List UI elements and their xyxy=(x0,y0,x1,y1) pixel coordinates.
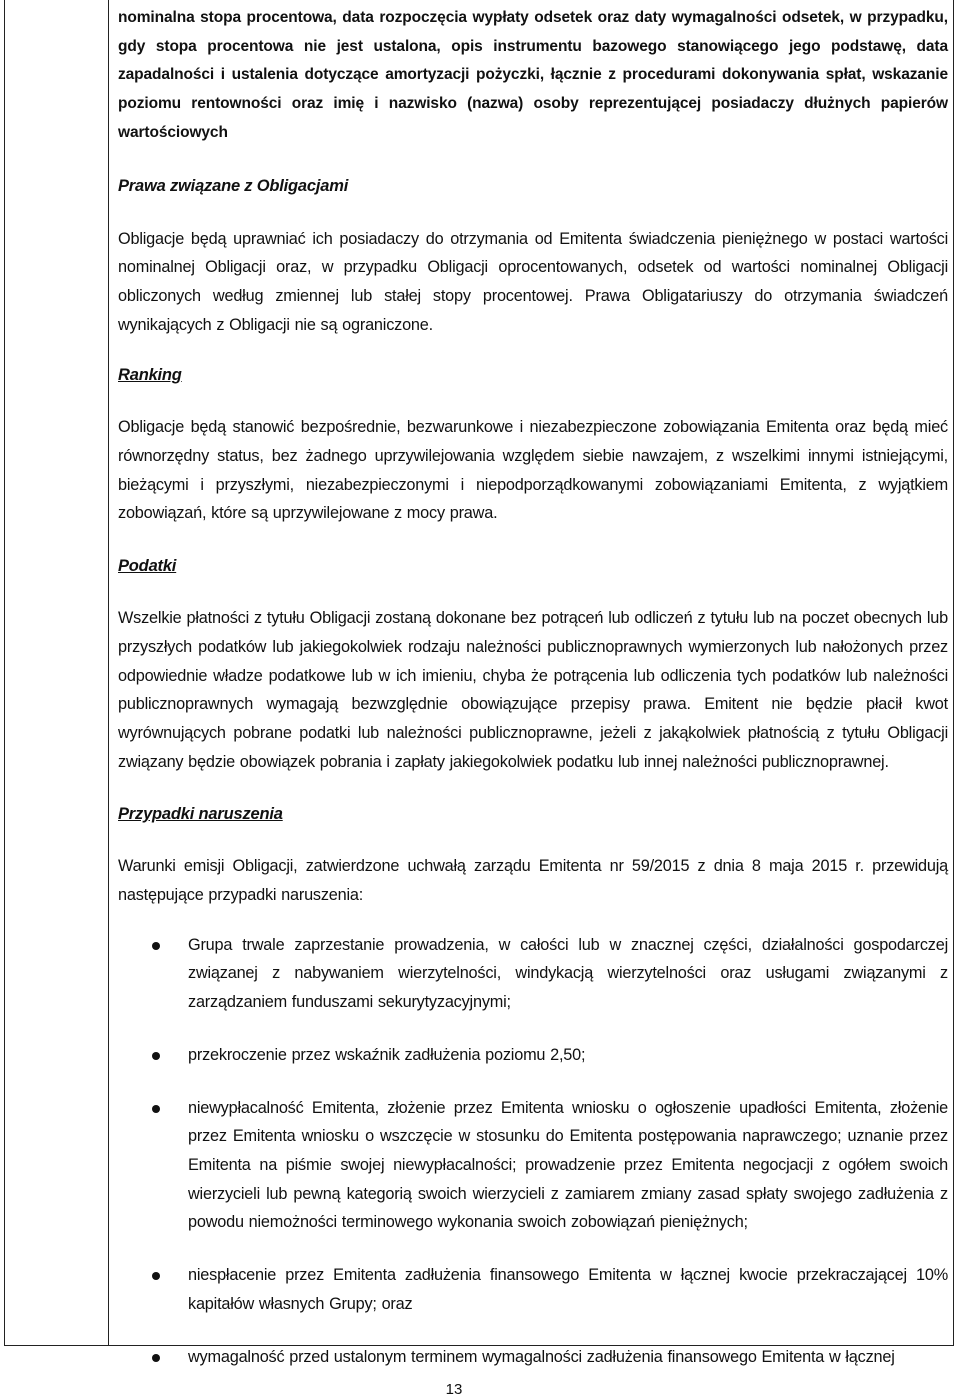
list-item xyxy=(118,931,948,1017)
heading-ranking: Ranking xyxy=(118,366,182,385)
rights-paragraph: Obligacje będą uprawniać ich posiadaczy do otrzymania od Emitenta świadczenia pieniężnego w postaci wartości nominalnej Obligacji oraz, w przypadku Obligacji oprocentowanych, odsetek od wartości nominalnej Obligacji obliczonych według zmiennej lub stałej stopy procentowej. Prawa Obligatariuszy do otrzymania świadczeń wynikających z Obligacji nie są ograniczone. xyxy=(118,229,948,334)
list-item-text: wymagalność przed ustalonym terminem wymagalności zadłużenia finansowego Emitenta w łącznej xyxy=(188,1347,895,1366)
list-item-text: przekroczenie przez wskaźnik zadłużenia poziomu 2,50; xyxy=(188,1045,586,1064)
list-item xyxy=(118,1094,948,1238)
heading-events-of-default: Przypadki naruszenia xyxy=(118,805,283,824)
list-item-text: Grupa trwale zaprzestanie prowadzenia, w całości lub w znacznej części, działalności gospodarczej związanej z nabywaniem wierzytelności, windykacją wierzytelności oraz usługami związanymi z zarządzaniem funduszami sekurytyzacyjnymi; xyxy=(188,935,948,1012)
list-item-text: niespłacenie przez Emitenta zadłużenia finansowego Emitenta w łącznej kwocie przekraczającej 10% kapitałów własnych Grupy; oraz xyxy=(188,1266,948,1313)
list-item xyxy=(118,1261,948,1318)
list-item xyxy=(118,1041,948,1070)
heading-rights: Prawa związane z Obligacjami xyxy=(118,176,349,195)
bullet-icon xyxy=(152,942,160,950)
page-number: 13 xyxy=(445,1381,463,1398)
lead-paragraph: nominalna stopa procentowa, data rozpoczęcia wypłaty odsetek oraz daty wymagalności odsetek, w przypadku, gdy stopa procentowa nie jest ustalona, opis instrumentu bazowego stanowiącego jego podstawę, data zapadalności i ustalenia dotyczące amortyzacji pożyczki, łącznie z procedurami dokonywania spłat, wskazanie poziomu rentowności oraz imię i nazwisko (nazwa) osoby reprezentującej posiadaczy dłużnych papierów wartościowych xyxy=(118,9,948,141)
document-content xyxy=(118,4,948,1371)
bullet-icon xyxy=(152,1105,160,1113)
bullet-icon xyxy=(152,1354,160,1362)
list-item xyxy=(118,1343,948,1372)
events-of-default-list xyxy=(118,931,948,1371)
list-item-text: niewypłacalność Emitenta, złożenie przez Emitenta wniosku o ogłoszenie upadłości Emitenta, złożenie przez Emitenta wniosku o wszczęcie w stosunku do Emitenta postępowania naprawczego; uznanie przez Emitenta na piśmie swojej niewypłacalności; prowadzenie przez Emitenta negocjacji z ogółem swoich wierzycieli lub pewną kategorią swoich wierzycieli z zamiarem zmiany zasad spłaty swojego zadłużenia z powodu niemożności terminowego wykonania swoich zobowiązań pieniężnych; xyxy=(188,1098,948,1232)
ranking-paragraph: Obligacje będą stanowić bezpośrednie, bezwarunkowe i niezabezpieczone zobowiązania Emitenta oraz będą mieć równorzędny status, bez żadnego uprzywilejowania względem siebie nawzajem, z wszelkimi innymi istniejącymi, bieżącymi i przyszłymi, niezabezpieczonymi i niepodporządkowanymi zobowiązaniami Emitenta, z wyjątkiem zobowiązań, które są uprzywilejowane z mocy prawa. xyxy=(118,418,948,523)
events-of-default-intro: Warunki emisji Obligacji, zatwierdzone uchwałą zarządu Emitenta nr 59/2015 z dnia 8 maja 2015 r. przewidują następujące przypadki naruszenia: xyxy=(118,857,948,905)
column-divider xyxy=(108,0,109,1346)
bullet-icon xyxy=(152,1272,160,1280)
bullet-icon xyxy=(152,1052,160,1060)
heading-taxes: Podatki xyxy=(118,557,177,576)
taxes-paragraph: Wszelkie płatności z tytułu Obligacji zostaną dokonane bez potrąceń lub odliczeń z tytułu lub na poczet obecnych lub przyszłych podatków lub jakiegokolwiek rodzaju należności publicznoprawnych wymierzonych lub nałożonych przez odpowiednie władze podatkowe lub w ich imieniu, chyba że potrącenia lub odliczenia tych podatków lub należności publicznoprawnych wymagają bezwzględnie obowiązujące przepisy prawa. Emitent nie będzie płacił kwot wyrównujących pobrane podatki lub należności publicznoprawne, jeżeli z jakąkolwiek płatnością z tytułu Obligacji związany będzie obowiązek pobrania i zapłaty jakiegokolwiek podatku lub innej należności publicznoprawnej. xyxy=(118,609,948,771)
